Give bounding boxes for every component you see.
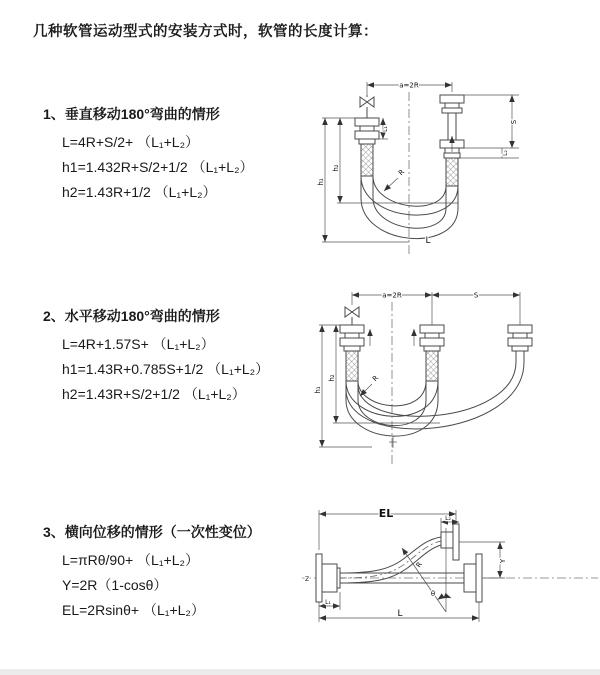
- formula-line: L=πRθ/90+ （L₁+L₂）: [62, 552, 199, 568]
- formula-line: L=4R+S/2+ （L₁+L₂）: [62, 134, 200, 150]
- dim-label-l2: L₂: [502, 150, 509, 156]
- dim-label-a2r: a=2R: [382, 291, 402, 300]
- right-fitting-moved: [508, 325, 532, 351]
- diagram-lateral-displacement: [300, 500, 600, 660]
- dim-label-r: R: [397, 168, 407, 178]
- dim-label-l1: L₁: [382, 126, 389, 132]
- dimension-l1: [379, 118, 389, 139]
- formula-line: h2=1.43R+S/2+1/2 （L₁+L₂）: [62, 386, 246, 402]
- dim-label-h2: h₂: [328, 374, 336, 382]
- section-1-heading: 1、垂直移动180°弯曲的情形: [43, 106, 220, 122]
- radius-callout: [384, 168, 406, 191]
- bottom-tick: [389, 436, 397, 448]
- section-2-heading: 2、水平移动180°弯曲的情形: [43, 308, 220, 324]
- formula-line: h2=1.43R+1/2 （L₁+L₂）: [62, 184, 217, 200]
- dim-label-h2: h₂: [332, 164, 340, 172]
- dim-label-l: L: [425, 236, 431, 246]
- dim-label-r: R: [414, 560, 425, 570]
- dim-label-theta: θ: [430, 590, 436, 598]
- section-horizontal-move: [43, 306, 313, 407]
- formula-line: h1=1.432R+S/2+1/2 （L₁+L₂）: [62, 159, 254, 175]
- formula-line: L=4R+1.57S+ （L₁+L₂）: [62, 336, 215, 352]
- centerline-mark: Z: [304, 576, 310, 583]
- dimension-s: [460, 95, 519, 158]
- section-3-heading: 3、横向位移的情形（一次性变位）: [43, 524, 261, 540]
- dimension-l: [319, 602, 479, 622]
- valve-icon: [360, 95, 374, 118]
- dimension-l2: [502, 148, 509, 158]
- dim-label-r: R: [371, 374, 381, 384]
- dim-label-l: L: [397, 609, 403, 619]
- dim-label-el: EL: [378, 507, 394, 520]
- hose-displaced: [340, 524, 459, 583]
- dimension-el: [319, 507, 456, 550]
- hose-u-curves: [361, 176, 458, 239]
- section-vertical-move: [43, 104, 313, 205]
- section-lateral-displacement: [43, 522, 313, 623]
- diagram-horizontal-180-bend: [312, 282, 600, 467]
- dimension-a2r: [352, 292, 520, 326]
- page-bottom-edge: [0, 669, 600, 675]
- dim-label-h1: h₁: [314, 386, 322, 394]
- dimension-a2r: [367, 82, 452, 96]
- formula-line: h1=1.43R+0.785S+1/2 （L₁+L₂）: [62, 361, 270, 377]
- dim-label-s: S: [473, 291, 479, 300]
- diagram-vertical-180-bend: [312, 70, 592, 260]
- dim-label-a2r: a=2R: [399, 81, 419, 90]
- formula-line: Y=2R（1-cosθ）: [62, 577, 168, 593]
- dim-label-h1: h₁: [317, 178, 325, 186]
- radius-callout: [360, 374, 380, 396]
- left-flange: [316, 554, 340, 602]
- dimension-s: [432, 292, 520, 300]
- formula-line: EL=2Rsinθ+ （L₁+L₂）: [62, 602, 205, 618]
- dim-label-s: S: [510, 119, 518, 125]
- middle-fitting: [420, 325, 444, 381]
- right-fitting: [440, 95, 464, 186]
- dim-label-l1: L₁: [325, 599, 331, 606]
- left-fitting: [355, 118, 379, 176]
- dim-label-y: Y: [499, 558, 507, 564]
- dimension-h2: [332, 118, 458, 203]
- dim-label-l2: L₂: [445, 515, 451, 522]
- left-fitting: [340, 325, 364, 381]
- page-title: 几种软管运动型式的安装方式时，软管的长度计算：: [33, 24, 378, 40]
- valve-icon: [345, 307, 359, 325]
